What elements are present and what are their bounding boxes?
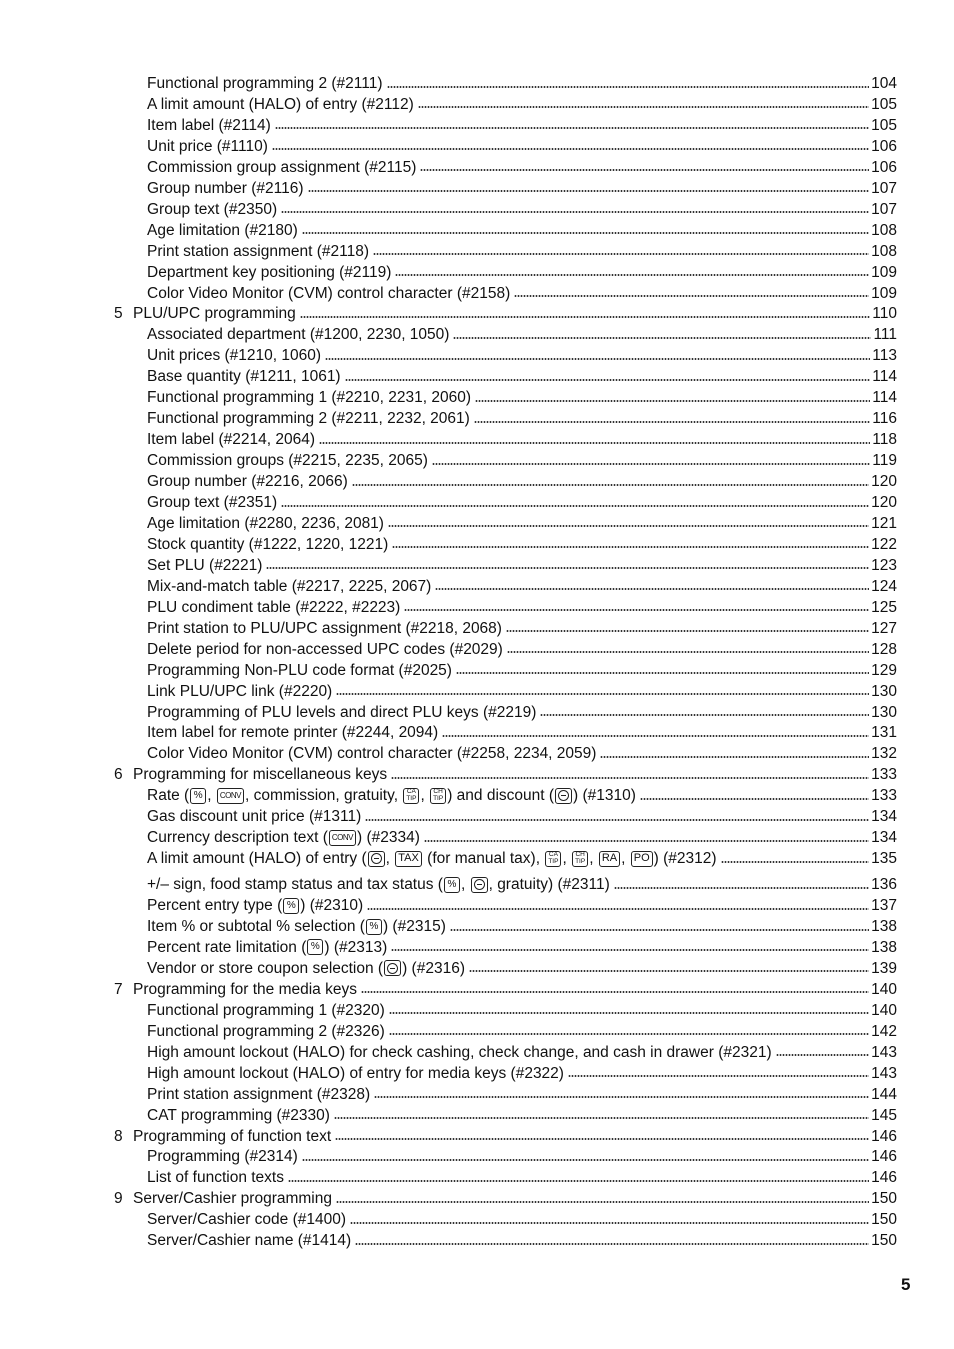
dot-leader	[507, 651, 869, 653]
toc-entry	[0, 450, 954, 471]
toc-entry	[0, 241, 954, 262]
ch-tip-key-icon: CH TIP	[572, 851, 588, 867]
toc-entry-title: List of function texts	[147, 1169, 284, 1187]
toc-entry	[0, 1063, 954, 1084]
toc-page-number: 133	[871, 766, 897, 784]
dot-leader	[281, 211, 869, 213]
dot-leader	[272, 148, 869, 150]
toc-entry	[0, 1042, 954, 1063]
percent-key-icon: %	[283, 898, 299, 914]
toc-page-number: 150	[871, 1211, 897, 1229]
toc-entry-title: Functional programming 1 (#2210, 2231, 2060)	[147, 389, 471, 407]
dot-leader	[418, 106, 869, 108]
dot-leader	[275, 127, 869, 129]
toc-page-number: 124	[871, 577, 897, 595]
dot-leader	[365, 819, 869, 821]
toc-entry-title: Color Video Monitor (CVM) control character (#2158)	[147, 284, 511, 302]
dot-leader	[391, 949, 869, 951]
section-number: 6	[114, 766, 123, 784]
toc-page-number: 129	[871, 661, 897, 679]
toc-page-number: 114	[872, 368, 897, 386]
toc-entry	[0, 73, 954, 94]
dot-leader	[352, 484, 869, 486]
dot-leader	[336, 693, 869, 695]
dot-leader	[345, 379, 871, 381]
toc-page-number: 105	[871, 95, 897, 113]
dot-leader	[281, 505, 869, 507]
toc-page-number: 122	[871, 535, 897, 553]
toc-entry-title: Vendor or store coupon selection ( ) (#2316)	[147, 959, 465, 977]
toc-page-number: 140	[871, 1001, 897, 1019]
toc-entry-title: Percent entry type ( % ) (#2310)	[147, 897, 364, 915]
dot-leader	[424, 840, 869, 842]
toc-entry-title: PLU condiment table (#2222, #2223)	[147, 598, 401, 616]
toc-entry-title: PLU/UPC programming	[133, 305, 296, 323]
dot-leader	[474, 421, 870, 423]
po-key-icon: PO	[631, 851, 653, 867]
toc-page-number: 135	[871, 850, 897, 868]
dot-leader	[600, 756, 869, 758]
toc-page-number: 144	[871, 1085, 897, 1103]
toc-entry	[0, 408, 954, 429]
toc-entry-title: Set PLU (#2221)	[147, 556, 263, 574]
toc-page-number: 142	[871, 1022, 897, 1040]
toc-entry	[0, 1209, 954, 1230]
toc-entry-title: Programming of PLU levels and direct PLU keys (#2219)	[147, 703, 537, 721]
toc-section-entry	[0, 1188, 954, 1209]
toc-entry-title: Programming Non-PLU code format (#2025)	[147, 661, 452, 679]
dot-leader	[266, 567, 869, 569]
toc-page-number: 107	[871, 200, 897, 218]
dot-leader	[308, 190, 870, 192]
toc-page-number: 138	[871, 918, 897, 935]
dot-leader	[387, 86, 870, 88]
toc-entry	[0, 848, 954, 869]
toc-page-number: 120	[871, 473, 897, 491]
toc-entry	[0, 702, 954, 723]
dot-leader	[367, 908, 869, 910]
toc-entry	[0, 1000, 954, 1021]
toc-entry-title: Mix-and-match table (#2217, 2225, 2067)	[147, 577, 432, 595]
toc-page-number: 150	[871, 1232, 897, 1250]
dot-leader	[453, 337, 871, 339]
toc-page-number: 121	[871, 514, 897, 532]
toc-entry	[0, 806, 954, 827]
toc-entry-title: Functional programming 1 (#2320)	[147, 1001, 385, 1019]
dot-leader	[395, 274, 869, 276]
toc-page-number: 104	[871, 75, 897, 92]
toc-section-entry	[0, 303, 954, 324]
dot-leader	[388, 525, 869, 527]
toc-entry	[0, 178, 954, 199]
toc-page-number: 133	[871, 787, 897, 805]
dot-leader	[319, 442, 870, 444]
section-number: 7	[114, 980, 123, 998]
dot-leader	[355, 1243, 869, 1245]
percent-key-icon: %	[366, 919, 382, 935]
dot-leader	[392, 546, 869, 548]
toc-entry-title: A limit amount (HALO) of entry (#2112)	[147, 95, 414, 113]
toc-entry	[0, 1021, 954, 1042]
toc-page-number: 134	[871, 829, 897, 847]
dot-leader	[640, 798, 869, 800]
dot-leader	[300, 316, 870, 318]
toc-entry	[0, 429, 954, 450]
toc-section-entry	[0, 764, 954, 785]
dot-leader	[721, 861, 870, 863]
section-number: 5	[114, 305, 123, 323]
toc-entry	[0, 534, 954, 555]
toc-entry	[0, 576, 954, 597]
toc-entry-title: High amount lockout (HALO) for check cashing, check change, and cash in drawer (#2321)	[147, 1043, 772, 1061]
toc-entry	[0, 916, 954, 937]
toc-page-number: 143	[871, 1043, 897, 1061]
dot-leader	[334, 1117, 869, 1119]
toc-page-number: 130	[871, 682, 897, 700]
toc-page-number: 108	[871, 221, 897, 239]
toc-entry	[0, 324, 954, 345]
toc-entry	[0, 366, 954, 387]
toc-entry-title: Gas discount unit price (#1311)	[147, 808, 362, 826]
toc-entry	[0, 958, 954, 979]
section-number: 8	[114, 1127, 123, 1145]
toc-entry-title: Group number (#2216, 2066)	[147, 473, 348, 491]
toc-entry-title: CAT programming (#2330)	[147, 1106, 330, 1124]
toc-page-number: 145	[871, 1106, 897, 1124]
dot-leader	[442, 735, 869, 737]
toc-page-number: 143	[871, 1064, 897, 1082]
toc-entry	[0, 597, 954, 618]
toc-entry	[0, 722, 954, 743]
dot-leader	[456, 672, 869, 674]
toc-entry-title: Currency description text ( CONV ) (#2334)	[147, 829, 420, 847]
toc-page-number: 134	[871, 808, 897, 826]
toc-entry	[0, 387, 954, 408]
dot-leader	[325, 358, 870, 360]
toc-entry-title: Group number (#2116)	[147, 179, 304, 197]
toc-entry-title: Programming of function text	[133, 1127, 332, 1145]
toc-entry	[0, 157, 954, 178]
toc-page-number: 150	[871, 1190, 897, 1208]
percent-key-icon: %	[190, 788, 206, 804]
toc-page-number: 118	[872, 431, 897, 449]
minus-key-icon	[384, 960, 401, 976]
minus-key-icon	[555, 788, 572, 804]
toc-entry-title: Item label for remote printer (#2244, 2094)	[147, 724, 439, 742]
toc-page-number: 136	[871, 876, 897, 894]
toc-entry	[0, 492, 954, 513]
ch-tip-key-icon: CH TIP	[430, 788, 446, 804]
toc-entry	[0, 1167, 954, 1188]
dot-leader	[475, 400, 870, 402]
toc-entry-title: Base quantity (#1211, 1061)	[147, 368, 341, 386]
dot-leader	[776, 1054, 869, 1056]
toc-entry-title: Functional programming 2 (#2111)	[147, 75, 383, 92]
toc-entry-title: Commission group assignment (#2115)	[147, 158, 417, 176]
ra-key-icon: RA	[599, 851, 620, 867]
toc-entry	[0, 262, 954, 283]
toc-entry-title: Delete period for non-accessed UPC codes (#2029)	[147, 640, 503, 658]
toc-entry-title: Rate ( % , CONV , commission, gratuity, CA TIP , CH TIP ) and discount ( ) (#1310)	[147, 787, 636, 805]
dot-leader	[374, 1096, 869, 1098]
toc-entry-title: Link PLU/UPC link (#2220)	[147, 682, 333, 700]
toc-entry-title: Commission groups (#2215, 2235, 2065)	[147, 452, 428, 470]
toc-entry	[0, 115, 954, 136]
toc-page-number: 120	[871, 494, 897, 511]
dot-leader	[432, 463, 870, 465]
toc-page-number: 105	[871, 116, 897, 134]
toc-page-number: 110	[872, 305, 897, 323]
toc-entry	[0, 1230, 954, 1251]
toc-page-number: 109	[871, 263, 897, 281]
toc-entry-title: Group text (#2351)	[147, 494, 278, 511]
dot-leader	[506, 630, 869, 632]
toc-page-number: 113	[872, 347, 897, 365]
dot-leader	[420, 169, 869, 171]
dot-leader	[435, 588, 869, 590]
toc-entry-title: Item label (#2214, 2064)	[147, 431, 316, 449]
tax-key-icon: TAX	[395, 851, 422, 867]
toc-entry-title: Print station to PLU/UPC assignment (#2218, 2068)	[147, 619, 502, 637]
toc-entry	[0, 283, 954, 304]
toc-entry-title: Item label (#2114)	[147, 116, 271, 134]
dot-leader	[302, 1159, 869, 1161]
toc-entry	[0, 937, 954, 958]
toc-page-number: 138	[871, 938, 897, 956]
toc-entry	[0, 555, 954, 576]
toc-entry-title: +/– sign, food stamp status and tax status ( % , , gratuity) (#2311)	[147, 876, 610, 894]
minus-key-icon	[368, 851, 385, 867]
toc-page-number: 127	[871, 619, 897, 637]
toc-entry-title: High amount lockout (HALO) of entry for media keys (#2322)	[147, 1064, 564, 1082]
dot-leader	[335, 1138, 869, 1140]
dot-leader	[288, 1180, 869, 1182]
dot-leader	[373, 253, 869, 255]
toc-entry	[0, 471, 954, 492]
toc-entry-title: A limit amount (HALO) of entry ( , TAX (for manual tax), CA TIP , CH TIP , RA , PO ) (#2312)	[147, 850, 717, 868]
toc-entry-title: Age limitation (#2280, 2236, 2081)	[147, 514, 384, 532]
toc-page-number: 106	[871, 137, 897, 155]
section-number: 9	[114, 1190, 123, 1208]
toc-entry	[0, 345, 954, 366]
toc-entry	[0, 136, 954, 157]
dot-leader	[540, 714, 869, 716]
toc-entry-title: Item % or subtotal % selection ( % ) (#2315)	[147, 918, 446, 935]
dot-leader	[514, 295, 869, 297]
toc-page-number: 114	[872, 389, 897, 407]
toc-entry	[0, 827, 954, 848]
dot-leader	[389, 1033, 869, 1035]
toc-page-number: 111	[873, 326, 897, 344]
toc-page-number: 123	[871, 556, 897, 574]
toc-entry	[0, 895, 954, 916]
toc-page-number: 139	[871, 959, 897, 977]
toc-page-number: 109	[871, 284, 897, 302]
toc-entry-title: Group text (#2350)	[147, 200, 278, 218]
dot-leader	[389, 1012, 869, 1014]
dot-leader	[302, 232, 869, 234]
toc-page-number: 132	[871, 745, 897, 763]
conv-key-icon: CONV	[329, 830, 356, 846]
toc-entry-title: Color Video Monitor (CVM) control character (#2258, 2234, 2059)	[147, 745, 597, 763]
dot-leader	[404, 609, 869, 611]
dot-leader	[350, 1222, 869, 1224]
toc-entry-title: Programming (#2314)	[147, 1148, 298, 1166]
toc-page-number: 107	[871, 179, 897, 197]
toc-entry-title: Print station assignment (#2328)	[147, 1085, 371, 1103]
toc-entry-title: Stock quantity (#1222, 1220, 1221)	[147, 535, 389, 553]
toc-page-number: 140	[871, 980, 897, 998]
dot-leader	[469, 970, 869, 972]
toc-page-number: 146	[871, 1148, 897, 1166]
toc-page-number: 137	[871, 897, 897, 915]
dot-leader	[568, 1075, 869, 1077]
toc-entry	[0, 94, 954, 115]
toc-page-number: 128	[871, 640, 897, 658]
page-number: 5	[901, 1275, 911, 1294]
toc-entry-title: Unit price (#1110)	[147, 137, 268, 155]
conv-key-icon: CONV	[217, 788, 244, 804]
toc-page-number: 146	[871, 1127, 897, 1145]
toc-page-number: 130	[871, 703, 897, 721]
ca-tip-key-icon: CA TIP	[403, 788, 419, 804]
toc-page-number: 108	[871, 242, 897, 260]
ca-tip-key-icon: CA TIP	[545, 851, 561, 867]
toc-entry-title: Age limitation (#2180)	[147, 221, 298, 239]
toc-entry	[0, 743, 954, 764]
toc-entry-title: Associated department (#1200, 2230, 1050)	[147, 326, 450, 344]
percent-key-icon: %	[444, 877, 460, 893]
toc-page-number: 131	[871, 724, 897, 742]
toc-entry-title: Department key positioning (#2119)	[147, 263, 392, 281]
toc-entry	[0, 660, 954, 681]
toc-page-number: 146	[871, 1169, 897, 1187]
minus-key-icon	[471, 877, 488, 893]
toc-section-entry	[0, 979, 954, 1000]
toc-entry-title: Functional programming 2 (#2211, 2232, 2061)	[147, 410, 470, 428]
toc-page-number: 106	[871, 158, 897, 176]
toc-page-number: 125	[871, 598, 897, 616]
percent-key-icon: %	[307, 939, 323, 955]
dot-leader	[614, 887, 869, 889]
toc-entry-title: Functional programming 2 (#2326)	[147, 1022, 385, 1040]
toc-entry	[0, 639, 954, 660]
toc-entry-title: Print station assignment (#2118)	[147, 242, 369, 260]
dot-leader	[336, 1201, 869, 1203]
toc-entry-title: Programming for miscellaneous keys	[133, 766, 388, 784]
dot-leader	[391, 777, 869, 779]
toc-entry-title: Server/Cashier name (#1414)	[147, 1232, 352, 1250]
toc-page-number: 119	[872, 452, 897, 470]
toc-entry-title: Server/Cashier code (#1400)	[147, 1211, 347, 1229]
dot-leader	[450, 929, 869, 931]
toc-entry	[0, 874, 954, 895]
dot-leader	[361, 991, 869, 993]
toc-entry	[0, 1105, 954, 1126]
toc-page-number: 116	[872, 410, 897, 428]
toc-entry	[0, 220, 954, 241]
toc-entry	[0, 618, 954, 639]
toc-entry-title: Unit prices (#1210, 1060)	[147, 347, 322, 365]
toc-entry	[0, 785, 954, 806]
toc-entry-title: Server/Cashier programming	[133, 1190, 332, 1208]
toc-entry	[0, 513, 954, 534]
toc-entry	[0, 199, 954, 220]
toc-entry	[0, 1146, 954, 1167]
toc-entry	[0, 681, 954, 702]
toc-entry-title: Programming for the media keys	[133, 980, 357, 998]
toc-section-entry	[0, 1126, 954, 1147]
toc-entry	[0, 1084, 954, 1105]
toc-entry-title: Percent rate limitation ( % ) (#2313)	[147, 938, 388, 956]
